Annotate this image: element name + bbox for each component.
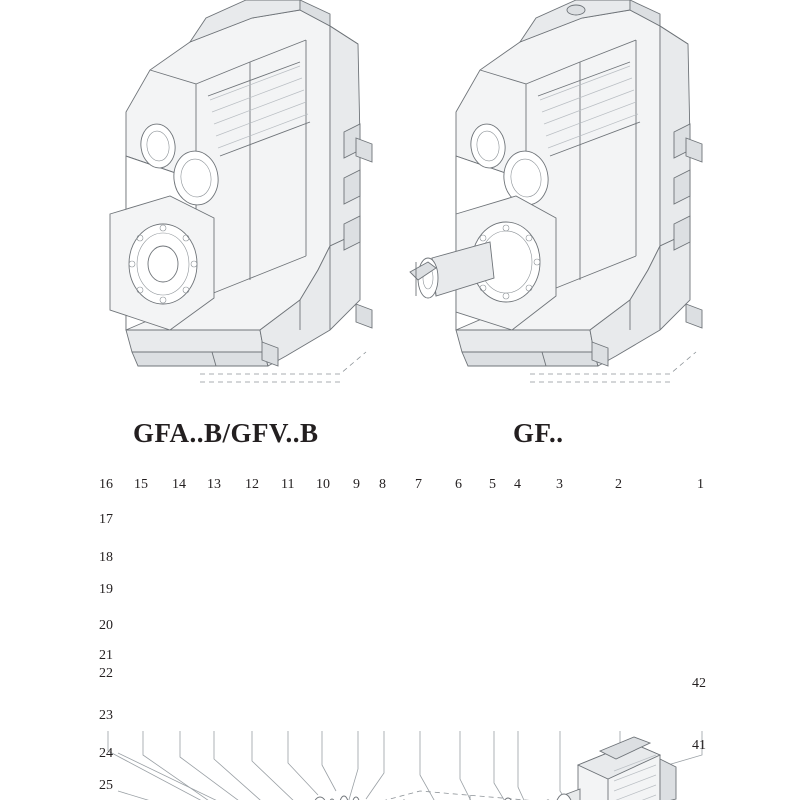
callout-13: 13 <box>207 477 221 492</box>
exploded-axis-lines <box>248 791 560 800</box>
callout-17: 17 <box>99 512 113 527</box>
callout-42: 42 <box>692 676 706 691</box>
callout-20: 20 <box>99 618 113 633</box>
callout-21: 21 <box>99 648 113 663</box>
callout-1: 1 <box>697 477 704 492</box>
callout-7: 7 <box>415 477 422 492</box>
callout-22: 22 <box>99 666 113 681</box>
callout-25: 25 <box>99 778 113 793</box>
model-label-right: GF.. <box>513 418 564 448</box>
callout-3: 3 <box>556 477 563 492</box>
model-label-left: GFA..B/GFV..B <box>133 418 319 448</box>
callout-16: 16 <box>99 477 113 492</box>
callout-9: 9 <box>353 477 360 492</box>
callout-leader-lines-left <box>118 753 264 800</box>
callout-10: 10 <box>316 477 330 492</box>
callout-14: 14 <box>172 477 186 492</box>
motor-adapter-part <box>555 737 676 800</box>
callout-24: 24 <box>99 746 113 761</box>
gearbox-view-right <box>410 0 702 382</box>
callout-15: 15 <box>134 477 148 492</box>
callout-23: 23 <box>99 708 113 723</box>
callout-8: 8 <box>379 477 386 492</box>
gearbox-view-left <box>110 0 372 382</box>
callout-41: 41 <box>692 738 706 753</box>
exploded-view-panel <box>0 466 800 800</box>
callout-19: 19 <box>99 582 113 597</box>
callout-12: 12 <box>245 477 259 492</box>
callout-18: 18 <box>99 550 113 565</box>
callout-2: 2 <box>615 477 622 492</box>
callout-6: 6 <box>455 477 462 492</box>
callout-5: 5 <box>489 477 496 492</box>
exploded-view-artwork <box>0 466 800 800</box>
callout-4: 4 <box>514 477 521 492</box>
small-parts-row-upper <box>256 796 360 800</box>
callout-11: 11 <box>281 477 295 492</box>
